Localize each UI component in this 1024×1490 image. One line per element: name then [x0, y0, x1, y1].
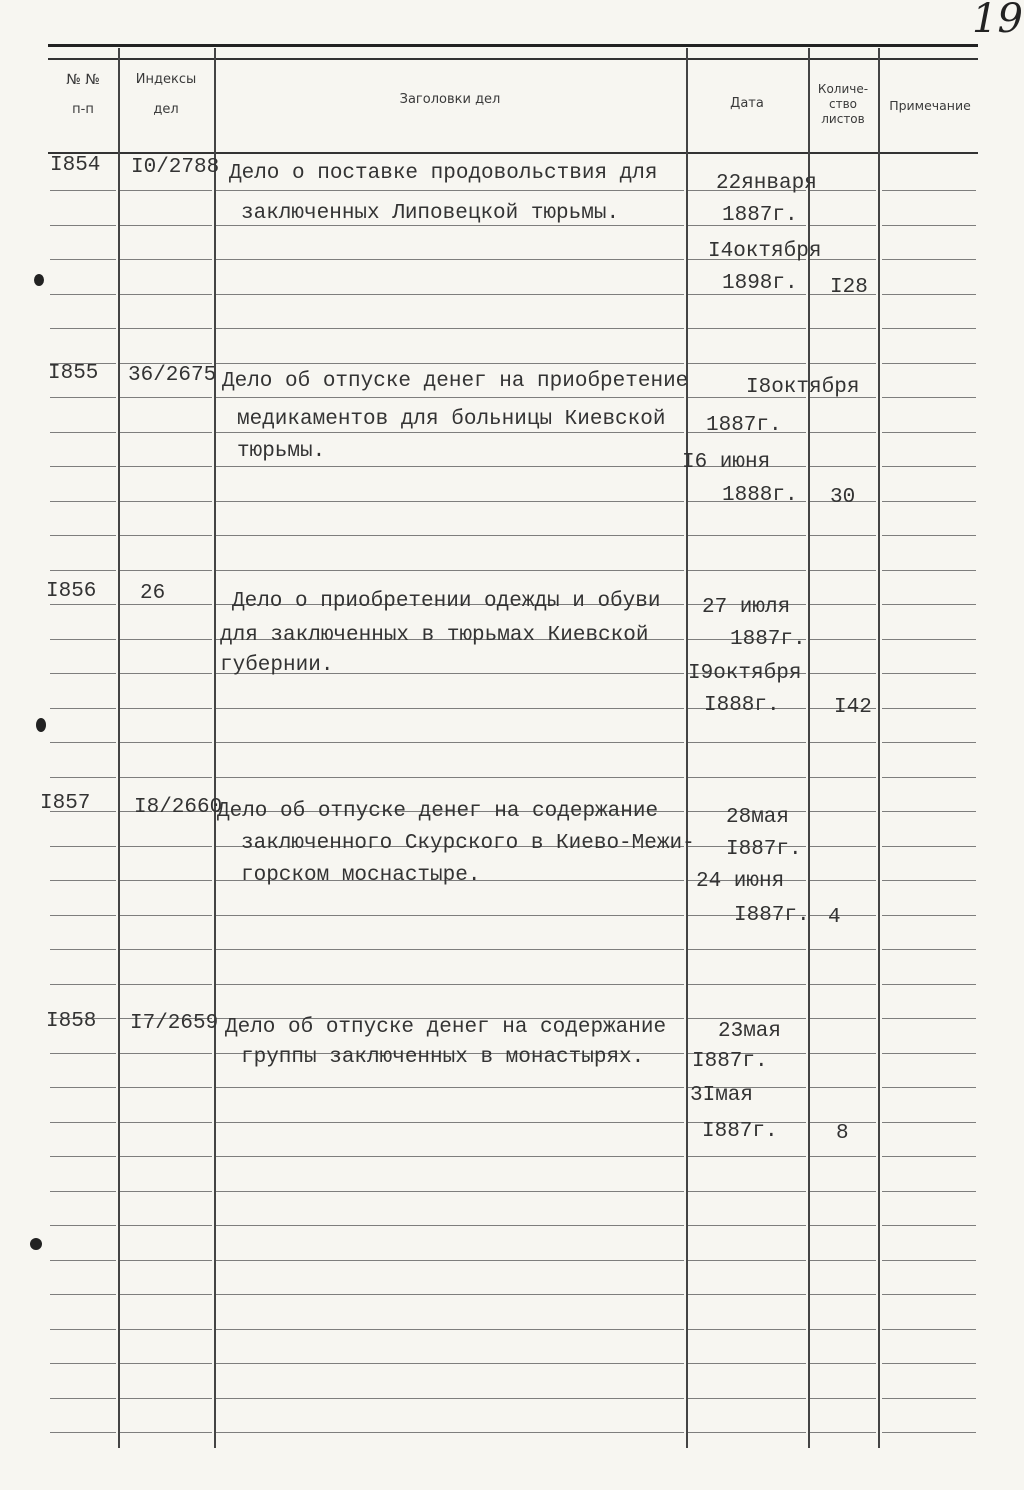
record-title-line: Дело о приобретении одежды и обуви — [232, 590, 661, 613]
ruled-line — [882, 501, 976, 502]
ruled-line — [120, 1363, 212, 1364]
record-title-line: медикаментов для больницы Киевской — [237, 408, 666, 431]
ruled-line — [688, 949, 806, 950]
ruled-line — [810, 1294, 876, 1295]
ruled-line — [50, 190, 116, 191]
ruled-line — [810, 1260, 876, 1261]
record-date-line: 23мая — [718, 1020, 782, 1043]
record-date-line: 3Iмая — [690, 1084, 754, 1107]
punch-mark — [36, 718, 46, 732]
ruled-line — [882, 949, 976, 950]
record-num: I857 — [40, 792, 91, 815]
ruled-line — [882, 535, 976, 536]
record-date-line: I8октября — [746, 376, 860, 399]
column-divider-3 — [686, 48, 688, 1448]
record-date-line: 1888г. — [722, 484, 798, 507]
ruled-line — [688, 570, 806, 571]
ruled-line — [216, 259, 684, 260]
ruled-line — [810, 225, 876, 226]
header-index — [120, 72, 212, 119]
ruled-line — [810, 811, 876, 812]
page-number: 19 — [972, 0, 1023, 42]
ruled-line — [882, 708, 976, 709]
ruled-line — [120, 1398, 212, 1399]
ruled-line — [810, 535, 876, 536]
ruled-line — [50, 1087, 116, 1088]
ruled-line — [810, 984, 876, 985]
ruled-line — [50, 1260, 116, 1261]
ruled-line — [810, 1225, 876, 1226]
punch-mark — [34, 274, 44, 286]
ruled-line — [216, 1087, 684, 1088]
ruled-line — [688, 1018, 806, 1019]
ruled-line — [216, 1260, 684, 1261]
ruled-line — [120, 1260, 212, 1261]
ruled-line — [882, 1432, 976, 1433]
ruled-line — [120, 294, 212, 295]
ruled-line — [810, 190, 876, 191]
ruled-line — [50, 1329, 116, 1330]
ruled-line — [50, 984, 116, 985]
ruled-line — [882, 432, 976, 433]
ruled-line — [50, 639, 116, 640]
ruled-line — [120, 1122, 212, 1123]
ruled-line — [882, 466, 976, 467]
record-title-line: тюрьмы. — [237, 440, 326, 463]
ruled-line — [810, 1018, 876, 1019]
ruled-line — [688, 1294, 806, 1295]
ruled-line — [216, 1398, 684, 1399]
ruled-line — [882, 1191, 976, 1192]
ruled-line — [882, 673, 976, 674]
header-index-line1: Индексы — [135, 72, 197, 87]
ruled-line — [50, 777, 116, 778]
ruled-line — [50, 294, 116, 295]
record-title-line: губернии. — [220, 654, 334, 677]
ruled-line — [810, 915, 876, 916]
ruled-line — [810, 846, 876, 847]
ruled-line — [688, 777, 806, 778]
ruled-line — [688, 1191, 806, 1192]
ruled-line — [120, 880, 212, 881]
ruled-line — [50, 673, 116, 674]
header-date: Дата — [730, 96, 764, 111]
ruled-line — [216, 984, 684, 985]
record-date-line: I9октября — [688, 662, 802, 685]
ruled-line — [120, 1432, 212, 1433]
ruled-line — [50, 1122, 116, 1123]
record-index: I7/2659 — [130, 1012, 219, 1035]
header-bottom-border — [48, 152, 978, 154]
ruled-line — [120, 1225, 212, 1226]
record-date-line: I887г. — [726, 838, 802, 861]
ruled-line — [882, 639, 976, 640]
record-title-line: Дело об отпуске денег на содержание — [225, 1016, 667, 1039]
ruled-line — [882, 363, 976, 364]
table-top-border-2 — [48, 58, 978, 60]
punch-mark — [30, 1238, 42, 1250]
ruled-line — [882, 984, 976, 985]
ruled-line — [882, 397, 976, 398]
ruled-line — [120, 846, 212, 847]
ruled-line — [882, 1260, 976, 1261]
ruled-line — [216, 294, 684, 295]
ruled-line — [216, 708, 684, 709]
ruled-line — [50, 259, 116, 260]
ruled-line — [50, 432, 116, 433]
ruled-line — [688, 984, 806, 985]
header-sheets-line1: Количе- — [817, 82, 869, 96]
ruled-line — [882, 328, 976, 329]
ruled-line — [216, 949, 684, 950]
record-date-line: I887г. — [702, 1120, 778, 1143]
column-divider-5 — [878, 48, 880, 1448]
record-num: I855 — [48, 362, 99, 385]
ruled-line — [50, 1398, 116, 1399]
ruled-line — [50, 1294, 116, 1295]
ruled-line — [882, 1018, 976, 1019]
ruled-line — [120, 1191, 212, 1192]
ruled-line — [50, 397, 116, 398]
ruled-line — [50, 880, 116, 881]
ruled-line — [120, 225, 212, 226]
record-sheets: I28 — [830, 276, 868, 299]
ruled-line — [882, 742, 976, 743]
ruled-line — [50, 949, 116, 950]
header-num — [50, 72, 116, 118]
record-title-line: для заключенных в тюрьмах Киевской — [220, 624, 649, 647]
ruled-line — [216, 1329, 684, 1330]
ruled-line — [120, 535, 212, 536]
ruled-line — [216, 1156, 684, 1157]
record-index: 26 — [140, 582, 166, 605]
ruled-line — [810, 328, 876, 329]
ruled-line — [688, 328, 806, 329]
record-date-line: 28мая — [726, 806, 790, 829]
ruled-line — [216, 570, 684, 571]
ruled-line — [120, 466, 212, 467]
column-divider-2 — [214, 48, 216, 1448]
ruled-line — [216, 1191, 684, 1192]
record-num: I856 — [46, 580, 97, 603]
ruled-line — [882, 915, 976, 916]
column-divider-1 — [118, 48, 120, 1448]
ruled-line — [50, 501, 116, 502]
ruled-line — [882, 811, 976, 812]
record-num: I854 — [50, 154, 101, 177]
record-date-line: 1887г. — [730, 628, 806, 651]
record-title-line: заключенных Липовецкой тюрьмы. — [241, 202, 620, 225]
ruled-line — [810, 1053, 876, 1054]
ruled-line — [688, 535, 806, 536]
ruled-line — [120, 1156, 212, 1157]
header-num-line2: п-п — [72, 101, 94, 117]
ruled-line — [50, 915, 116, 916]
ruled-line — [882, 777, 976, 778]
ruled-line — [810, 949, 876, 950]
ruled-line — [882, 190, 976, 191]
header-sheets-line3: листов — [821, 112, 865, 126]
ruled-line — [216, 466, 684, 467]
ruled-line — [882, 1122, 976, 1123]
ruled-line — [882, 1363, 976, 1364]
ruled-line — [216, 1225, 684, 1226]
ruled-line — [120, 1294, 212, 1295]
record-sheets: I42 — [834, 696, 872, 719]
ruled-line — [688, 1225, 806, 1226]
ruled-line — [216, 328, 684, 329]
ruled-line — [120, 639, 212, 640]
ruled-line — [810, 1156, 876, 1157]
ruled-line — [882, 1156, 976, 1157]
record-date-line: 1898г. — [722, 272, 798, 295]
header-num-line1: № № — [66, 72, 100, 88]
ruled-line — [216, 1294, 684, 1295]
ruled-line — [50, 1363, 116, 1364]
record-date-line: 1887г. — [706, 414, 782, 437]
ruled-line — [216, 225, 684, 226]
ruled-line — [810, 570, 876, 571]
record-num: I858 — [46, 1010, 97, 1033]
record-index: I0/2788 — [131, 156, 220, 179]
ruled-line — [120, 708, 212, 709]
ruled-line — [216, 501, 684, 502]
ruled-line — [120, 673, 212, 674]
ruled-line — [882, 1398, 976, 1399]
record-title-line: Дело об отпуске денег на приобретение — [222, 370, 689, 393]
ruled-line — [216, 1363, 684, 1364]
ruled-line — [50, 708, 116, 709]
record-date-line: I6 июня — [682, 451, 771, 474]
ruled-line — [882, 570, 976, 571]
header-index-line2: дел — [153, 102, 179, 118]
ruled-line — [810, 742, 876, 743]
ruled-line — [882, 846, 976, 847]
ruled-line — [120, 1053, 212, 1054]
ruled-line — [216, 363, 684, 364]
ruled-line — [216, 397, 684, 398]
ruled-line — [216, 1122, 684, 1123]
ruled-line — [50, 466, 116, 467]
ruled-line — [810, 466, 876, 467]
ruled-line — [810, 432, 876, 433]
ruled-line — [810, 1398, 876, 1399]
ruled-line — [120, 777, 212, 778]
header-sheets — [810, 82, 876, 127]
record-date-line: 22января — [716, 172, 817, 195]
ruled-line — [882, 604, 976, 605]
ruled-line — [50, 742, 116, 743]
record-title-line: заключенного Скурского в Киево-Межи- — [241, 832, 695, 855]
ruled-line — [216, 742, 684, 743]
ruled-line — [882, 225, 976, 226]
ruled-line — [688, 1398, 806, 1399]
ruled-line — [882, 1329, 976, 1330]
ruled-line — [688, 1329, 806, 1330]
ruled-line — [882, 1087, 976, 1088]
ruled-line — [810, 777, 876, 778]
ruled-line — [120, 501, 212, 502]
ruled-line — [216, 190, 684, 191]
ruled-line — [216, 777, 684, 778]
record-sheets: 8 — [836, 1122, 849, 1145]
ruled-line — [120, 1329, 212, 1330]
ruled-line — [120, 984, 212, 985]
ruled-line — [882, 1053, 976, 1054]
table-top-border — [48, 44, 978, 47]
ruled-line — [50, 328, 116, 329]
ruled-line — [810, 1329, 876, 1330]
ruled-line — [120, 570, 212, 571]
ruled-line — [50, 846, 116, 847]
ruled-line — [50, 1156, 116, 1157]
ruled-line — [50, 535, 116, 536]
ruled-line — [216, 535, 684, 536]
ruled-line — [216, 432, 684, 433]
ruled-line — [810, 880, 876, 881]
record-date-line: I888г. — [704, 694, 780, 717]
ruled-line — [120, 949, 212, 950]
ruled-line — [120, 190, 212, 191]
ruled-line — [120, 397, 212, 398]
ruled-line — [882, 1225, 976, 1226]
ruled-line — [120, 742, 212, 743]
header-title: Заголовки дел — [399, 92, 501, 107]
ruled-line — [882, 259, 976, 260]
record-title-line: Дело об отпуске денег на содержание — [217, 800, 659, 823]
ruled-line — [50, 1191, 116, 1192]
record-date-line: 24 июня — [696, 870, 785, 893]
ruled-line — [120, 1087, 212, 1088]
ruled-line — [50, 604, 116, 605]
ruled-line — [216, 915, 684, 916]
ruled-line — [120, 915, 212, 916]
ruled-line — [810, 1432, 876, 1433]
ruled-line — [810, 604, 876, 605]
ruled-line — [688, 1363, 806, 1364]
ruled-line — [810, 673, 876, 674]
ruled-line — [120, 604, 212, 605]
ruled-line — [688, 1156, 806, 1157]
ruled-line — [688, 742, 806, 743]
ruled-line — [120, 432, 212, 433]
record-index: 36/2675 — [128, 364, 217, 387]
ruled-line — [120, 328, 212, 329]
ruled-line — [50, 1432, 116, 1433]
ruled-line — [688, 1432, 806, 1433]
record-date-line: I887г. — [692, 1050, 768, 1073]
ruled-line — [810, 639, 876, 640]
record-date-line: I4октября — [708, 240, 822, 263]
ruled-line — [50, 570, 116, 571]
ruled-line — [688, 1260, 806, 1261]
ruled-line — [50, 1225, 116, 1226]
header-sheets-line2: ство — [828, 97, 857, 111]
ruled-line — [50, 1053, 116, 1054]
record-date-line: I887г. — [734, 904, 810, 927]
record-date-line: 1887г. — [722, 204, 798, 227]
ruled-line — [810, 363, 876, 364]
record-title-line: группы заключенных в монастырях. — [241, 1046, 645, 1069]
ruled-line — [216, 1432, 684, 1433]
record-sheets: 30 — [830, 486, 856, 509]
ruled-line — [50, 225, 116, 226]
ruled-line — [810, 1191, 876, 1192]
ruled-line — [882, 294, 976, 295]
ruled-line — [882, 880, 976, 881]
header-note: Примечание — [889, 98, 971, 113]
record-index: I8/2660 — [134, 796, 223, 819]
record-date-line: 27 июля — [702, 596, 791, 619]
ruled-line — [810, 1363, 876, 1364]
ruled-line — [120, 259, 212, 260]
record-title-line: горском моснастыре. — [241, 864, 481, 887]
record-title-line: Дело о поставке продовольствия для — [229, 162, 658, 185]
ruled-line — [688, 363, 806, 364]
ruled-line — [810, 1087, 876, 1088]
ruled-line — [882, 1294, 976, 1295]
record-sheets: 4 — [828, 906, 841, 929]
